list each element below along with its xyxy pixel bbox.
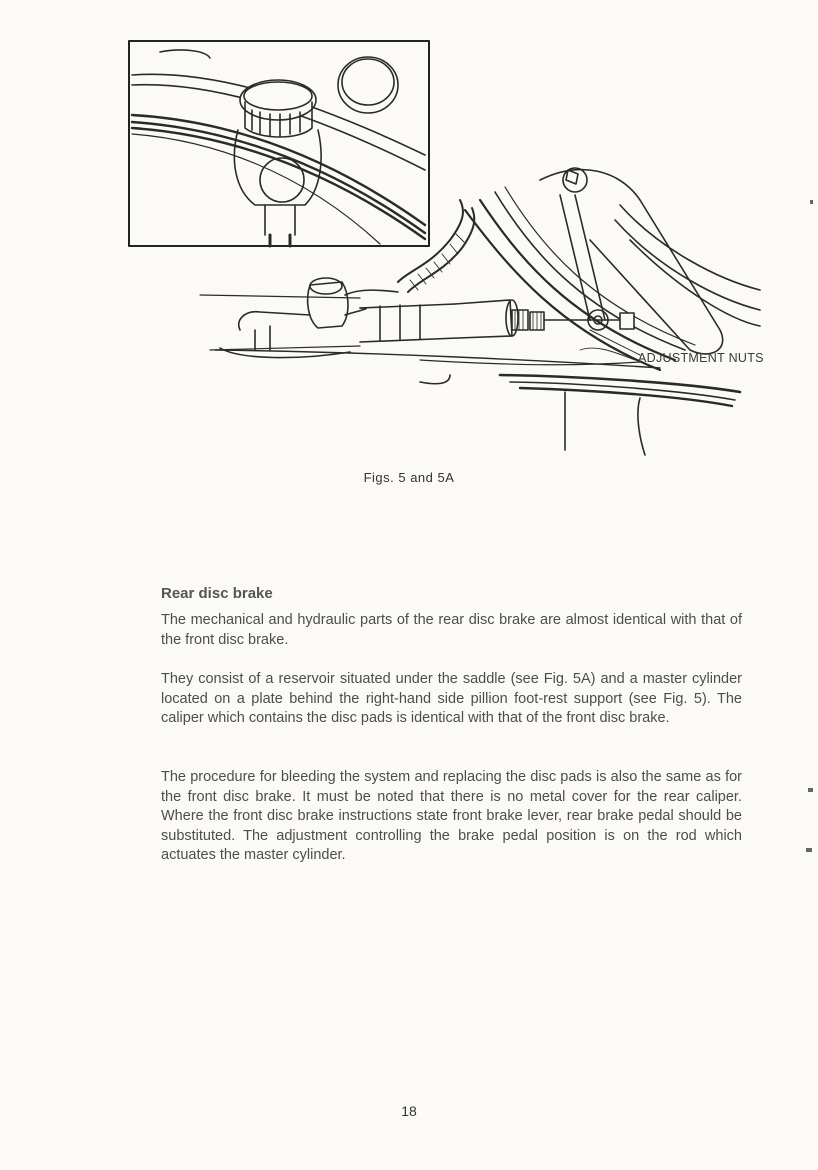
figure-caption: Figs. 5 and 5A <box>363 470 455 485</box>
paragraph-components: They consist of a reservoir situated under the saddle (see Fig. 5A) and a master cylinder located on a plate behind the right-hand side pillion foot-rest support (see Fig. 5). The caliper which contains the disc pads is identical with that of the front disc brake. <box>161 671 742 726</box>
section-title: Rear disc brake <box>161 585 273 602</box>
page-number: 18 <box>401 1103 417 1119</box>
paragraph-intro: The mechanical and hydraulic parts of the rear disc brake are almost identical with that of the front disc brake. <box>161 612 742 648</box>
binding-mark <box>810 200 813 204</box>
adjustment-nuts-callout: ADJUSTMENT NUTS <box>638 351 764 365</box>
binding-mark <box>806 848 812 852</box>
brake-illustration <box>120 30 780 470</box>
binding-mark <box>808 788 813 792</box>
brake-drawing <box>120 30 780 470</box>
paragraph-procedure: The procedure for bleeding the system and replacing the disc pads is also the same as for the front disc brake. It must be noted that there is no metal cover for the rear caliper. Where the front disc brake instructions state front brake lever, rear brake pedal should be substituted. The adjustment controlling the brake pedal position is on the rod which actuates the master cylinder. <box>161 769 742 863</box>
